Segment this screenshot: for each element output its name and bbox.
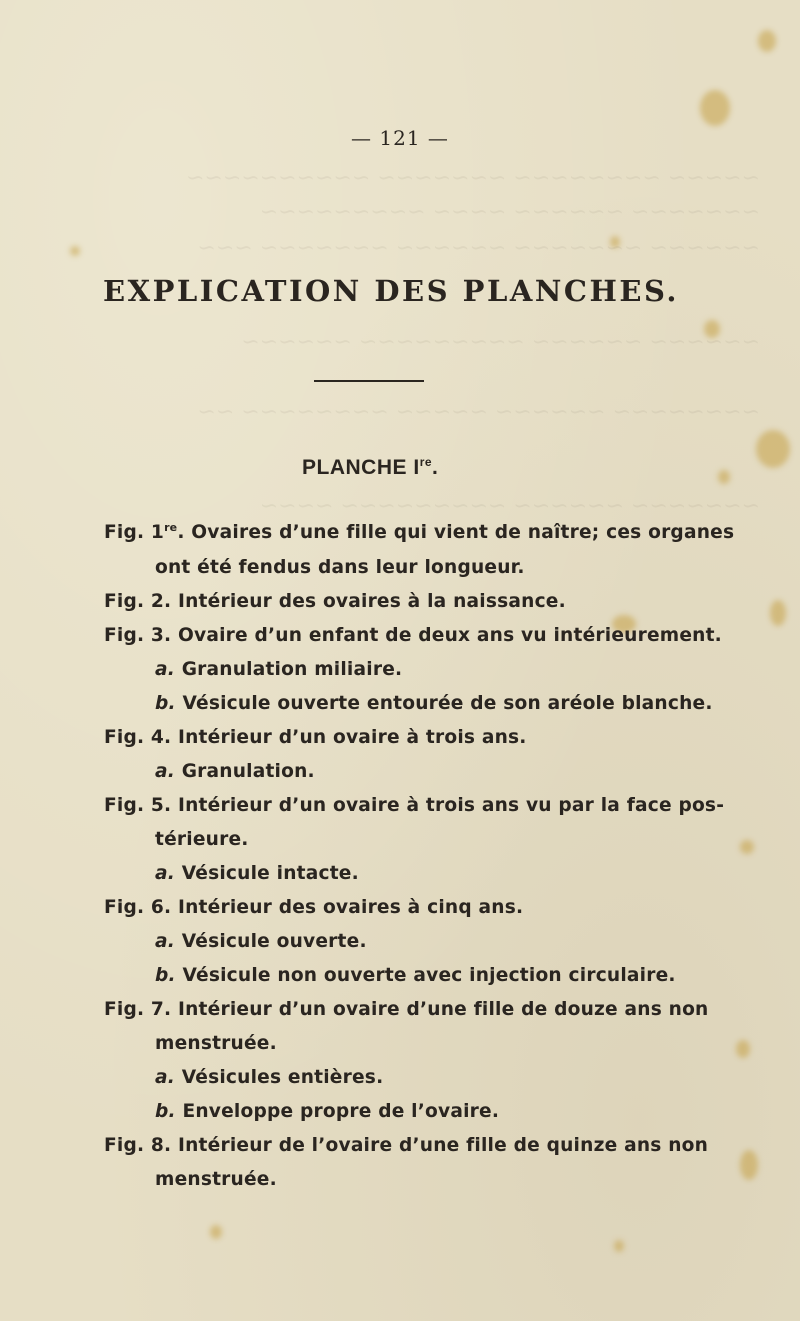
paper-stain (718, 470, 730, 484)
fig-label: Fig. 4. (104, 727, 172, 748)
paper-stain (770, 600, 786, 626)
plate-heading-sup: re (419, 455, 433, 469)
legend-text: Vésicule non ouverte avec injection circulaire. (175, 965, 676, 986)
legend-text: ont été fendus dans leur longueur. (155, 557, 525, 578)
fig-label: Fig. 8. (104, 1135, 172, 1156)
legend-text: Intérieur d’un ovaire d’une fille de douze ans non (171, 999, 709, 1020)
fig-label: Fig. 1 (104, 522, 165, 544)
legend-line (155, 761, 315, 782)
show-through-texture: ~~~~~ ~~~~~~~~ ~~~~~~~ ~~~~~~~~~~ (186, 166, 760, 191)
sub-label: b. (155, 965, 176, 986)
legend-text: Vésicule ouverte entourée de son aréole blanche. (175, 693, 713, 714)
fig-label: Fig. 3. (104, 625, 172, 646)
legend-line (155, 931, 367, 952)
fig-label: Fig. 6. (104, 897, 172, 918)
show-through-texture: ~~~~~~ ~~~~~~~ ~~~~~~ ~~~~~~~ ~~~ (197, 236, 760, 261)
show-through-texture: ~~~~~~ ~~~~~~ ~~~~~~~~~ ~~~~~~ (241, 330, 760, 355)
legend-line (155, 863, 359, 884)
legend-text: . Ovaires d’une fille qui vient de naître; ces organes (177, 522, 735, 544)
legend-line (104, 1135, 708, 1156)
show-through-texture: ~~~~~~~~ ~~~~~~ ~~~~~ ~~~~~~~~ ~~ (197, 400, 760, 425)
legend-text: Intérieur de l’ovaire d’une fille de quinze ans non (171, 1135, 709, 1156)
legend-text: Intérieur d’un ovaire à trois ans vu par la face pos- (171, 795, 725, 816)
legend-line (155, 693, 713, 714)
fig-label: Fig. 5. (104, 795, 172, 816)
legend-line (104, 999, 709, 1020)
legend-line (155, 829, 249, 850)
paper-stain (736, 1040, 750, 1058)
legend-line (155, 1033, 277, 1054)
legend-text: Intérieur des ovaires à cinq ans. (171, 897, 524, 918)
sub-label: a. (155, 1067, 176, 1088)
legend-line (104, 521, 734, 543)
plate-heading-text: PLANCHE I (302, 456, 420, 479)
fig-label-sup: re (164, 521, 178, 534)
fig-label: Fig. 2. (104, 591, 172, 612)
plate-heading (302, 455, 438, 480)
legend-line (104, 591, 566, 612)
legend-text: menstruée. (155, 1169, 277, 1190)
legend-line (155, 1067, 383, 1088)
legend-text: Intérieur des ovaires à la naissance. (171, 591, 566, 612)
legend-line (155, 659, 402, 680)
legend-text: Granulation miliaire. (175, 659, 403, 680)
paper-stain (210, 1225, 222, 1239)
paper-stain (740, 840, 754, 854)
legend-text: Vésicules entières. (175, 1067, 384, 1088)
sub-label: a. (155, 761, 176, 782)
separator-rule (314, 380, 424, 382)
legend-line (155, 1169, 277, 1190)
legend-text: Vésicule ouverte. (175, 931, 367, 952)
legend-text: Ovaire d’un enfant de deux ans vu intérieurement. (171, 625, 722, 646)
sub-label: a. (155, 931, 176, 952)
legend-line (104, 625, 722, 646)
sub-label: b. (155, 1101, 176, 1122)
legend-line (104, 727, 527, 748)
legend-text: Enveloppe propre de l’ovaire. (175, 1101, 500, 1122)
legend-line (104, 795, 724, 816)
legend-line (155, 557, 525, 578)
show-through-texture: ~~~~~~~ ~~~~~~ ~~~~~~~~~ ~~~~ (259, 494, 760, 519)
sub-label: a. (155, 863, 176, 884)
plate-heading-end: . (432, 456, 439, 479)
fig-label: Fig. 7. (104, 999, 172, 1020)
show-through-texture: ~~~~~~~ ~~~~~~ ~~~~ ~~~~~~~~~ (259, 200, 760, 225)
paper-stain (758, 30, 776, 52)
legend-text: térieure. (155, 829, 249, 850)
legend-line (104, 897, 523, 918)
sub-label: b. (155, 693, 176, 714)
paper-stain (756, 430, 790, 468)
legend-text: Intérieur d’un ovaire à trois ans. (171, 727, 527, 748)
legend-line (155, 1101, 499, 1122)
legend-text: menstruée. (155, 1033, 277, 1054)
paper-stain (700, 90, 730, 126)
sub-label: a. (155, 659, 176, 680)
legend-line (155, 965, 676, 986)
paper-stain (740, 1150, 758, 1180)
page-title: EXPLICATION DES PLANCHES. (103, 274, 679, 308)
paper-stain (614, 1240, 624, 1252)
legend-text: Granulation. (175, 761, 315, 782)
legend-text: Vésicule intacte. (175, 863, 359, 884)
page-number: — 121 — (351, 126, 449, 150)
